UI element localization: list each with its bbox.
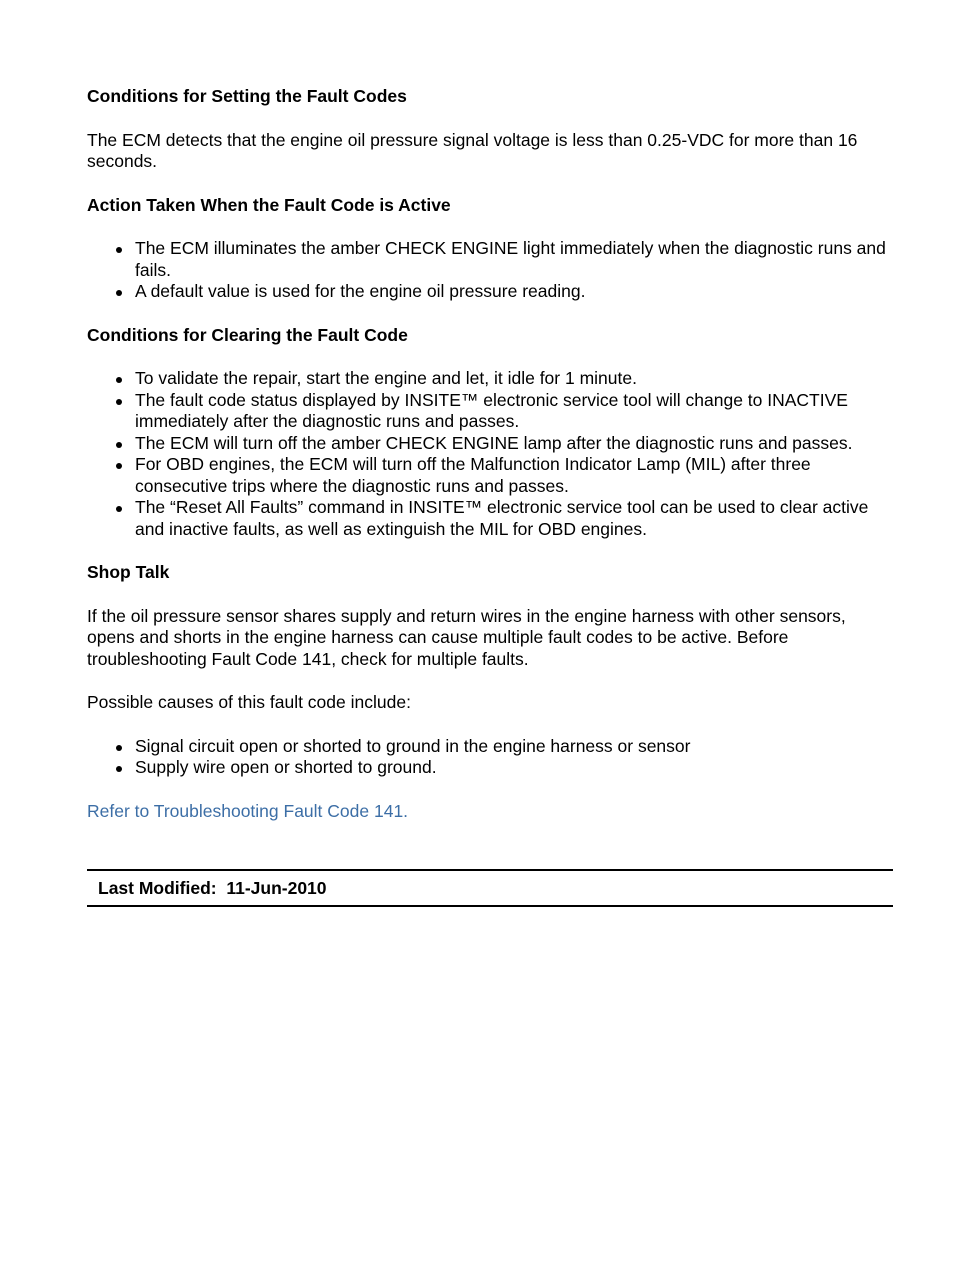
list-item-text: The “Reset All Faults” command in INSITE™ electronic service tool can be used to clear active and inactive faults, as well as extinguish the MIL for OBD engines. <box>135 497 869 539</box>
bullet-icon <box>116 766 122 772</box>
shop-talk-text: If the oil pressure sensor shares supply and return wires in the engine harness with other sensors, opens and shorts in the engine harness can cause multiple fault codes to be active. Before troubleshooting Fault Code 141, check for multiple faults. <box>87 605 846 669</box>
heading-clearing-conditions: Conditions for Clearing the Fault Code <box>87 324 408 345</box>
list-item <box>87 368 893 390</box>
possible-causes-intro: Possible causes of this fault code include: <box>87 692 411 712</box>
list-item-text: To validate the repair, start the engine and let, it idle for 1 minute. <box>135 368 637 388</box>
list-item <box>87 736 893 758</box>
troubleshooting-link[interactable]: Refer to Troubleshooting Fault Code 141. <box>87 800 409 821</box>
list-item <box>87 433 893 455</box>
list-item-text: A default value is used for the engine oil pressure reading. <box>135 281 586 301</box>
list-item-text: The ECM illuminates the amber CHECK ENGINE light immediately when the diagnostic runs and fails. <box>135 238 886 280</box>
document-content <box>87 86 893 844</box>
action-taken-list <box>87 238 893 303</box>
list-item-text: The ECM will turn off the amber CHECK ENGINE lamp after the diagnostic runs and passes. <box>135 432 853 453</box>
list-item-text: The fault code status displayed by INSITE™ electronic service tool will change to INACTIVE immediately after the diagnostic runs and passes. <box>135 389 848 431</box>
last-modified-text: Last Modified: 11-Jun-2010 <box>98 878 327 898</box>
possible-causes-list <box>87 736 893 779</box>
heading-setting-conditions: Conditions for Setting the Fault Codes <box>87 86 407 106</box>
bullet-icon <box>116 399 122 405</box>
list-item <box>87 281 893 303</box>
bullet-icon <box>116 247 122 253</box>
bullet-icon <box>116 745 122 751</box>
list-item <box>87 238 893 281</box>
bullet-icon <box>116 463 122 469</box>
bullet-icon <box>116 506 122 512</box>
clearing-conditions-list <box>87 368 893 540</box>
heading-action-taken: Action Taken When the Fault Code is Active <box>87 194 451 215</box>
list-item-text: Supply wire open or shorted to ground. <box>135 757 437 777</box>
bullet-icon <box>116 377 122 383</box>
list-item <box>87 497 893 540</box>
bullet-icon <box>116 290 122 296</box>
list-item-text: For OBD engines, the ECM will turn off the Malfunction Indicator Lamp (MIL) after three consecutive trips where the diagnostic runs and passes. <box>135 454 811 496</box>
heading-shop-talk: Shop Talk <box>87 562 170 582</box>
last-modified-bar <box>87 869 893 907</box>
bullet-icon <box>116 442 122 448</box>
setting-conditions-text: The ECM detects that the engine oil pressure signal voltage is less than 0.25-VDC for more than 16 seconds. <box>87 129 858 171</box>
list-item <box>87 454 893 497</box>
list-item <box>87 390 893 433</box>
list-item-text: Signal circuit open or shorted to ground in the engine harness or sensor <box>135 735 691 756</box>
list-item <box>87 757 893 779</box>
